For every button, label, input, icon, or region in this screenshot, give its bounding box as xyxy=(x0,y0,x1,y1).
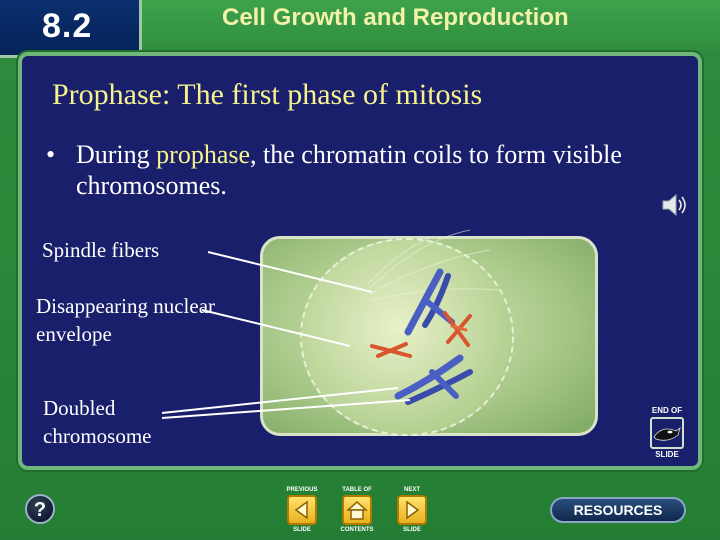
arrow-right-icon xyxy=(397,495,427,525)
bullet-text xyxy=(76,139,676,201)
orca-icon xyxy=(650,417,684,449)
arrow-left-icon xyxy=(287,495,317,525)
bullet-marker: • xyxy=(46,140,56,169)
previous-top-label: PREVIOUS xyxy=(286,487,318,493)
table-of-contents-button[interactable] xyxy=(334,486,380,536)
next-top-label: NEXT xyxy=(403,487,420,493)
chapter-title: Cell Growth and Reproduction xyxy=(222,4,569,31)
section-tab xyxy=(0,0,142,58)
section-number: 8.2 xyxy=(42,7,93,45)
glossary-term-link[interactable]: prophase xyxy=(156,140,251,169)
resources-button[interactable]: RESOURCES xyxy=(550,497,686,523)
home-icon xyxy=(342,495,372,525)
speaker-icon[interactable] xyxy=(660,192,688,218)
bullet-text-post: , the chromatin coils to form visible chromosomes. xyxy=(76,140,622,200)
next-slide-button[interactable] xyxy=(389,486,435,536)
label-nuclear-envelope: Disappearing nuclear envelope xyxy=(36,294,216,346)
toc-top-label: TABLE OF xyxy=(342,487,372,493)
help-button[interactable]: ? xyxy=(25,494,55,524)
end-of-slide-button[interactable] xyxy=(646,406,688,462)
nucleus xyxy=(300,238,514,436)
previous-bottom-label: SLIDE xyxy=(293,527,311,533)
previous-slide-button[interactable] xyxy=(279,486,325,536)
bullet-text-pre: During xyxy=(76,140,157,169)
slide-title: Prophase: The first phase of mitosis xyxy=(52,78,483,111)
label-doubled-chromosome: Doubled chromosome xyxy=(43,396,152,448)
next-bottom-label: SLIDE xyxy=(403,527,421,533)
toc-bottom-label: CONTENTS xyxy=(340,527,374,533)
label-spindle-fibers: Spindle fibers xyxy=(42,238,160,262)
end-slide-bottom-text: SLIDE xyxy=(655,450,679,459)
end-slide-top-text: END OF xyxy=(651,406,683,415)
